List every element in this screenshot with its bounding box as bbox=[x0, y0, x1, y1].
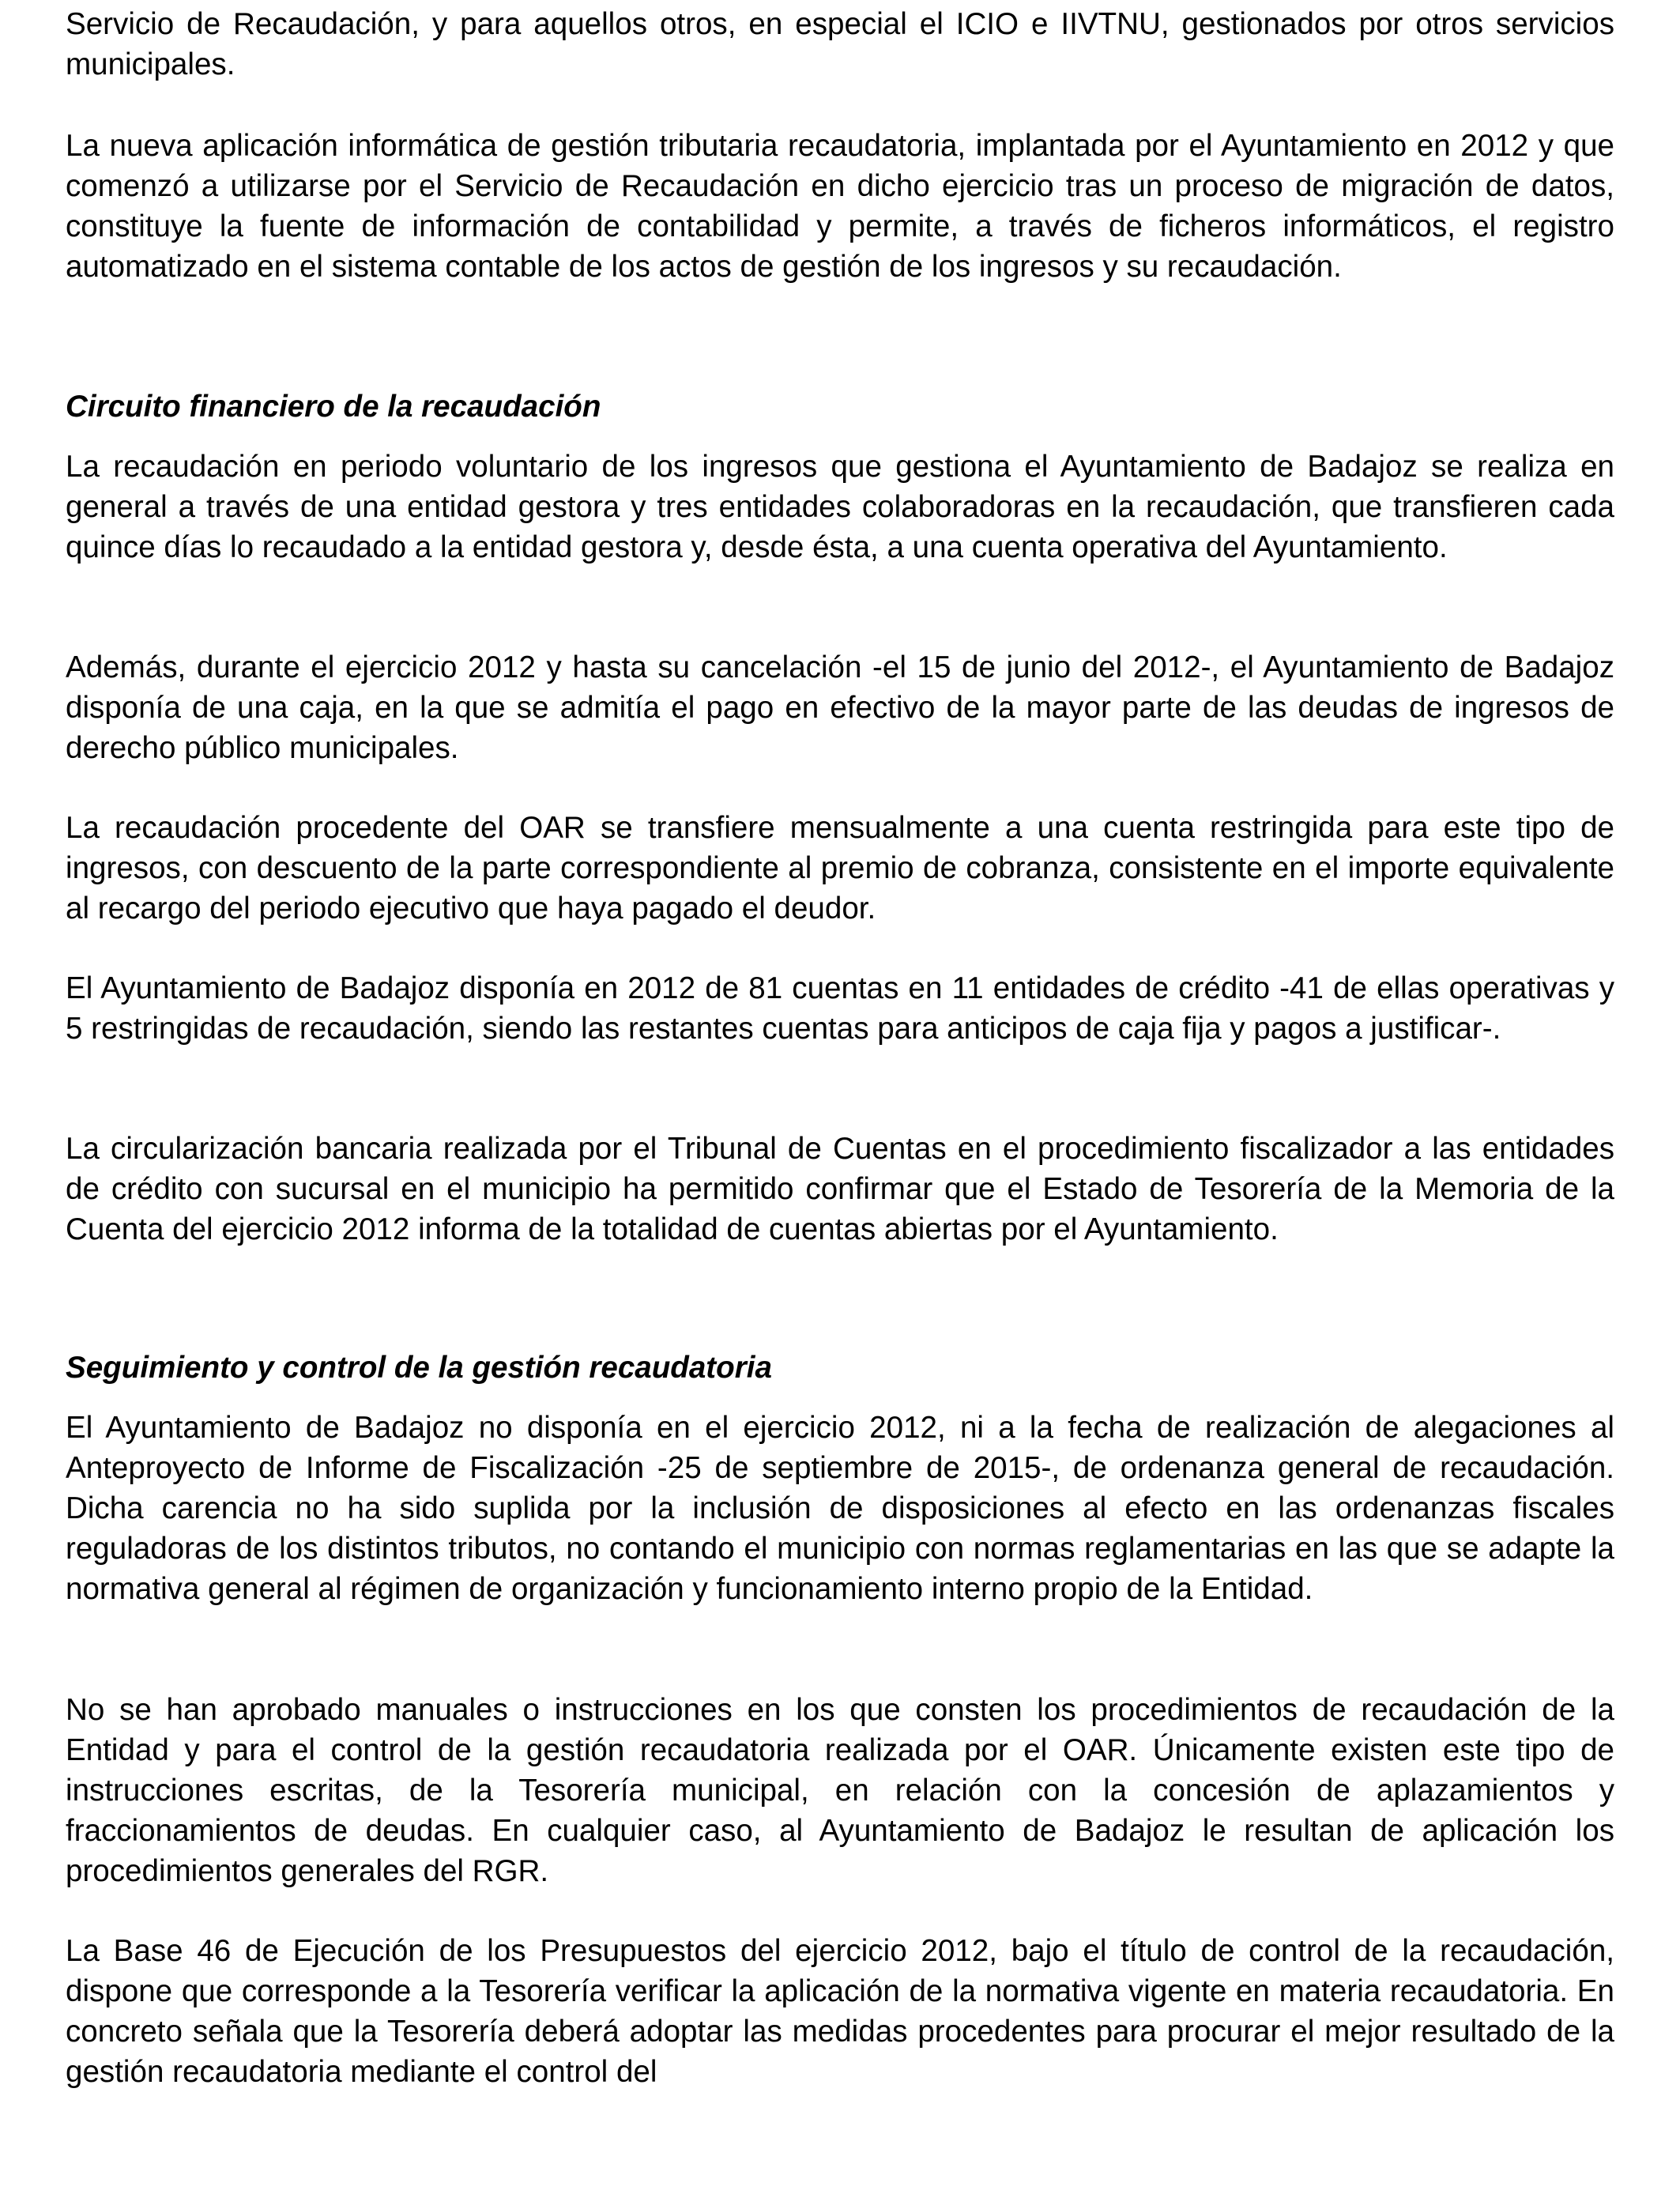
section-heading-seguimiento-control: Seguimiento y control de la gestión recaudatoria bbox=[66, 1351, 772, 1385]
paragraph-cuentas-entidades: El Ayuntamiento de Badajoz disponía en 2012 de 81 cuentas en 11 entidades de crédito -41 de ellas operativas y 5 restringidas de recaudación, siendo las restantes cuentas para anticipos de caja fija y pagos a justificar-. bbox=[66, 971, 1614, 1046]
paragraph-aplicacion-informatica: La nueva aplicación informática de gestión tributaria recaudatoria, implantada por el Ayuntamiento en 2012 y que comenzó a utilizarse por el Servicio de Recaudación en dicho ejercicio tras un proceso de migración de datos, constituye la fuente de información de contabilidad y permite, a través de ficheros informáticos, el registro automatizado en el sistema contable de los actos de gestión de los ingresos y su recaudación. bbox=[66, 129, 1614, 284]
paragraph-ordenanza-general: El Ayuntamiento de Badajoz no disponía en el ejercicio 2012, ni a la fecha de realización de alegaciones al Anteproyecto de Informe de Fiscalización -25 de septiembre de 2015-, de ordenanza general de recaudación. Dicha carencia no ha sido suplida por la inclusión de disposiciones al efecto en las ordenanzas fiscales reguladoras de los distintos tributos, no contando el municipio con normas reglamentarias en las que se adapte la normativa general al régimen de organización y funcionamiento interno propio de la Entidad. bbox=[66, 1411, 1614, 1606]
paragraph-caja-efectivo: Además, durante el ejercicio 2012 y hasta su cancelación -el 15 de junio del 2012-, el Ayuntamiento de Badajoz disponía de una caja, en la que se admitía el pago en efectivo de la mayor parte de las deudas de ingresos de derecho público municipales. bbox=[66, 650, 1614, 765]
paragraph-recaudacion-oar: La recaudación procedente del OAR se transfiere mensualmente a una cuenta restringida para este tipo de ingresos, con descuento de la parte correspondiente al premio de cobranza, consistente en el importe equivalente al recargo del periodo ejecutivo que haya pagado el deudor. bbox=[66, 811, 1614, 925]
paragraph-recaudacion-voluntaria: La recaudación en periodo voluntario de los ingresos que gestiona el Ayuntamiento de Badajoz se realiza en general a través de una entidad gestora y tres entidades colaboradoras en la recaudación, que transfieren cada quince días lo recaudado a la entidad gestora y, desde ésta, a una cuenta operativa del Ayuntamiento. bbox=[66, 450, 1614, 564]
paragraph-circularizacion-bancaria: La circularización bancaria realizada por el Tribunal de Cuentas en el procedimiento fiscalizador a las entidades de crédito con sucursal en el municipio ha permitido confirmar que el Estado de Tesorería de la Memoria de la Cuenta del ejercicio 2012 informa de la totalidad de cuentas abiertas por el Ayuntamiento. bbox=[66, 1132, 1614, 1246]
paragraph-manuales-instrucciones: No se han aprobado manuales o instrucciones en los que consten los procedimientos de recaudación de la Entidad y para el control de la gestión recaudatoria realizada por el OAR. Únicamente existen este tipo de instrucciones escritas, de la Tesorería municipal, en relación con la concesión de aplazamientos y fraccionamientos de deudas. En cualquier caso, al Ayuntamiento de Badajoz le resultan de aplicación los procedimientos generales del RGR. bbox=[66, 1693, 1614, 1888]
paragraph-servicio-recaudacion: Servicio de Recaudación, y para aquellos otros, en especial el ICIO e IIVTNU, gestionados por otros servicios municipales. bbox=[66, 7, 1614, 81]
paragraph-base-46: La Base 46 de Ejecución de los Presupuestos del ejercicio 2012, bajo el título de control de la recaudación, dispone que corresponde a la Tesorería verificar la aplicación de la normativa vigente en materia recaudatoria. En concreto señala que la Tesorería deberá adoptar las medidas procedentes para procurar el mejor resultado de la gestión recaudatoria mediante el control del bbox=[66, 1934, 1614, 2089]
section-heading-circuito-financiero: Circuito financiero de la recaudación bbox=[66, 390, 601, 424]
